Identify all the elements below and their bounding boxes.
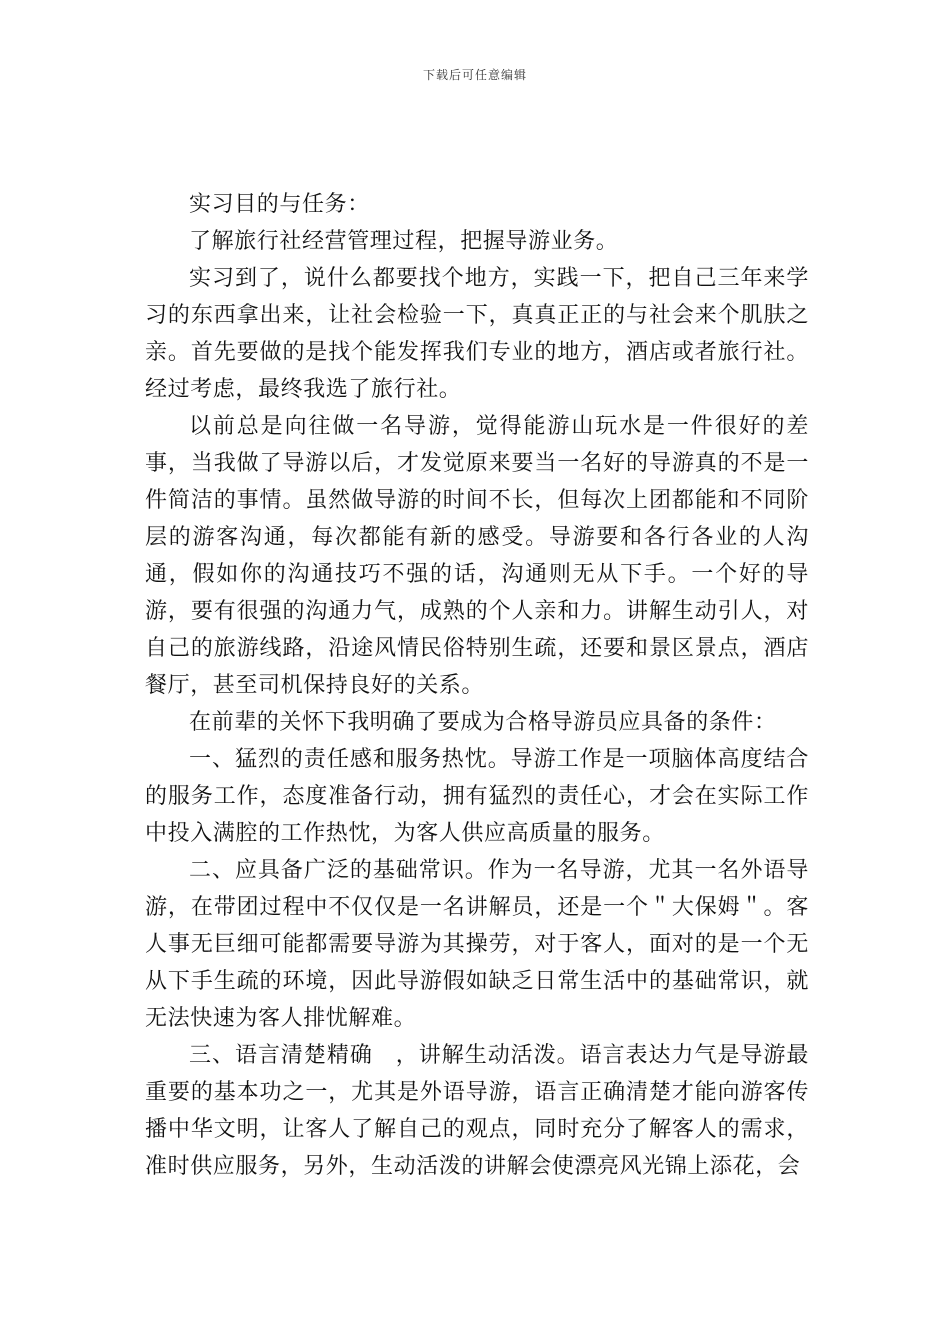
- paragraph-experience: 以前总是向往做一名导游，觉得能游山玩水是一件很好的差事，当我做了导游以后，才发觉原来要当一名好的导游真的不是一件简洁的事情。虽然做导游的时间不长，但每次上团都能和不同阶层的游客沟通，每次都能有新的感受。导游要和各行各业的人沟通，假如你的沟通技巧不强的话，沟通则无从下手。一个好的导游，要有很强的沟通力气，成熟的个人亲和力。讲解生动引人，对自己的旅游线路，沿途风情民俗特别生疏，还要和景区景点，酒店餐厅，甚至司机保持良好的关系。: [145, 414, 809, 698]
- page-header: 下载后可任意编辑: [422, 68, 527, 82]
- paragraph-condition-1: 一、猛烈的责任感和服务热忱。导游工作是一项脑体高度结合的服务工作，态度准备行动，拥有猛烈的责任心，才会在实际工作中投入满腔的工作热忱，为客人供应高质量的服务。: [145, 747, 809, 846]
- paragraph-intro: 实习到了，说什么都要找个地方，实践一下，把自己三年来学习的东西拿出来，让社会检验一下，真真正正的与社会来个肌肤之亲。首先要做的是找个能发挥我们专业的地方，酒店或者旅行社。经过考虑，最终我选了旅行社。: [145, 266, 809, 402]
- document-body: [145, 186, 809, 1185]
- paragraph-condition-2: 二、应具备广泛的基础常识。作为一名导游，尤其一名外语导游，在带团过程中不仅仅是一名讲解员，还是一个＂大保姆＂。客人事无巨细可能都需要导游为其操劳，对于客人，面对的是一个无从下手生疏的环境，因此导游假如缺乏日常生活中的基础常识，就无法快速为客人排忧解难。: [145, 858, 809, 1031]
- paragraph-purpose-heading: 实习目的与任务：: [189, 192, 370, 217]
- paragraph-conditions-intro: 在前辈的关怀下我明确了要成为合格导游员应具备的条件：: [189, 710, 777, 735]
- paragraph-condition-3: 三、语言清楚精确 ，讲解生动活泼。语言表达力气是导游最重要的基本功之一，尤其是外语导游，语言正确清楚才能向游客传播中华文明，让客人了解自己的观点，同时充分了解客人的需求，准时供应服务，另外，生动活泼的讲解会使漂亮风光锦上添花，会: [145, 1043, 809, 1179]
- paragraph-purpose: 了解旅行社经营管理过程，把握导游业务。: [189, 229, 619, 254]
